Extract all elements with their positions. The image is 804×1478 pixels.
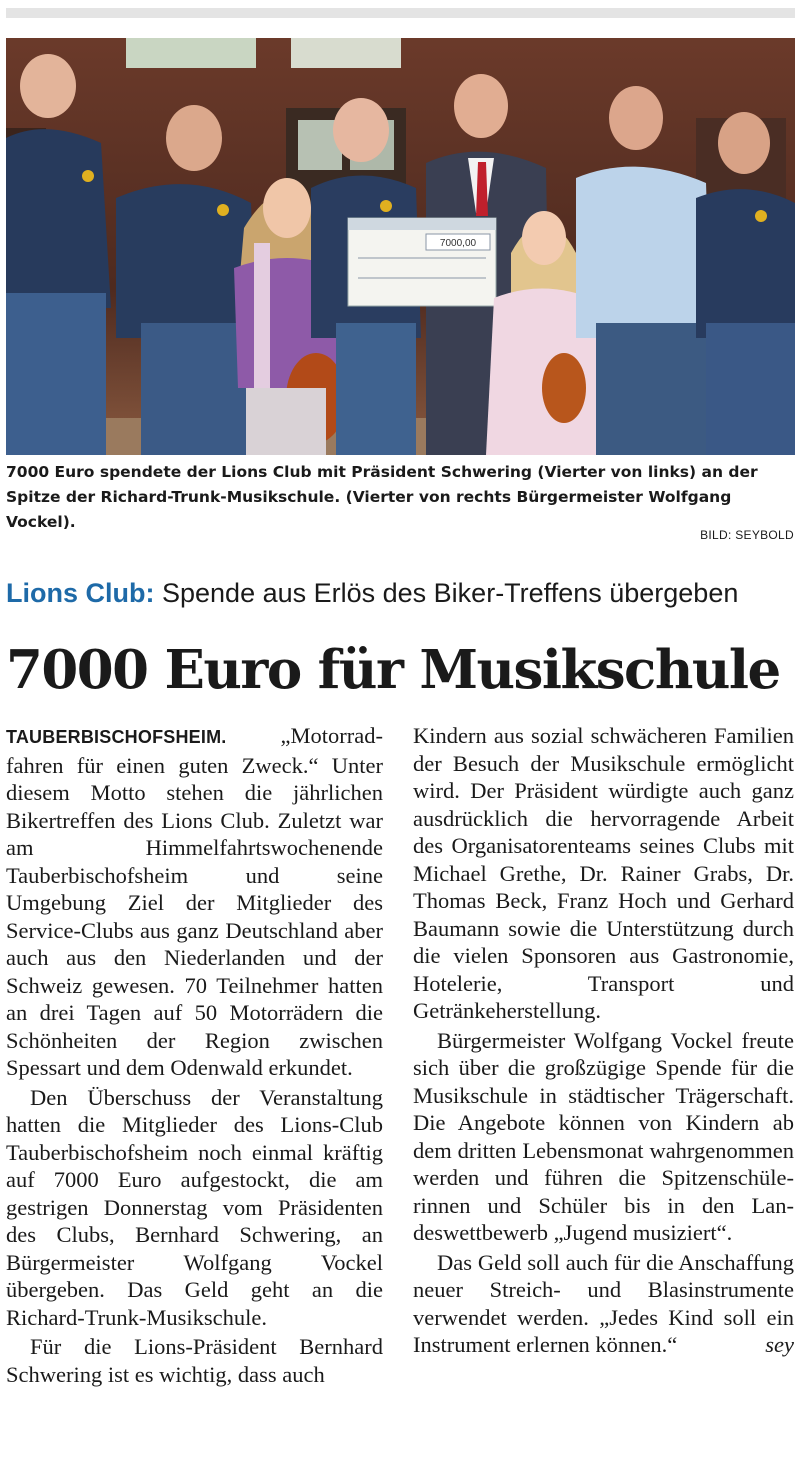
photo-caption	[6, 460, 795, 535]
article-column-2	[413, 722, 794, 1359]
photo-credit: BILD: SEYBOLD	[700, 528, 794, 542]
top-rule	[6, 8, 795, 18]
donation-cheque	[348, 218, 496, 306]
paragraph-5-text: Das Geld soll auch für die Anschaffung neuer Streich- und Blasinstrumente verwendet werden. „Jedes Kind soll ein Instrument erlernen können.“	[413, 1249, 794, 1357]
paragraph-5	[413, 1249, 794, 1359]
caption-text: 7000 Euro spendete der Lions Club mit Präsident Schwering (Vierter von links) an der Spitze der Richard-Trunk-Musikschule. (Vierter von rechts Bürgermeister Wolfgang Vockel).	[6, 463, 758, 531]
cheque-amount: 7000,00	[439, 238, 477, 249]
paragraph-1	[6, 722, 383, 1082]
paragraph-3-start: Für die Lions-Präsident Bernhard Schwering ist es wichtig, dass auch	[6, 1334, 383, 1387]
group-photo	[6, 38, 795, 455]
kicker-subtitle: Spende aus Erlös des Biker-Treffens übergeben	[162, 578, 739, 608]
paragraph-3-cont: Kindern aus sozial schwächeren Familien der Besuch der Musikschule ermöglicht wird. Der Präsident würdigte auch ganz ausdrücklich die hervorragende Arbeit des Organisatorenteams seines Clubs mit Michael Grethe, Dr. Rainer Grabs, Dr. Thomas Beck, Franz Hoch und Gerhard Baumann sowie die Unterstützung durch die vielen Sponsoren aus Gastronomie, Hotelerie, Transport und Getränkeherstellung.	[413, 723, 794, 1023]
author-initials: sey	[765, 1332, 794, 1357]
kicker	[6, 575, 795, 611]
dateline: TAUBERBISCHOFSHEIM.	[6, 727, 227, 747]
kicker-label: Lions Club:	[6, 578, 155, 608]
paragraph-2: Den Überschuss der Veranstaltung hatten die Mitglieder des Lions-Club Tauberbischofsheim noch einmal kräftig auf 7000 Euro aufgestockt, die am gestrigen Donnerstag vom Präsidenten des Clubs, Bernhard Schwering, an Bürgermeister Wolfgang Vockel übergeben. Das Geld geht an die Richard-Trunk-Musikschule.	[6, 1084, 383, 1330]
paragraph-4: Bürgermeister Wolfgang Vockel freute sich über die großzügige Spende für die Musikschule in städtischer Trägerschaft. Die Angebote können von Kindern ab dem dritten Lebensmonat wahrgenommen werden und führen die Spitzenschülerinnen und Schüler bis in den Landeswettbewerb „Jugend musiziert“.	[413, 1027, 794, 1245]
paragraph-1-text: „Motorradfahren für einen guten Zweck.“ Unter diesem Motto stehen die jährlichen Bikertreffen des Lions Club. Zuletzt war am Himmelfahrtswochenende Tauberbischofsheim und seine Umgebung Ziel der Mitglieder des Service-Clubs aus ganz Deutschland aber auch aus den Niederlanden und der Schweiz gewesen. 70 Teilnehmer hatten an drei Tagen auf 50 Motorrädern die Schönheiten der Region zwischen Spessart und dem Odenwald erkundet.	[6, 723, 383, 1080]
group-photo-icon	[6, 38, 795, 455]
article-column-1	[6, 722, 383, 1388]
headline: 7000 Euro für Musikschule	[6, 639, 780, 701]
